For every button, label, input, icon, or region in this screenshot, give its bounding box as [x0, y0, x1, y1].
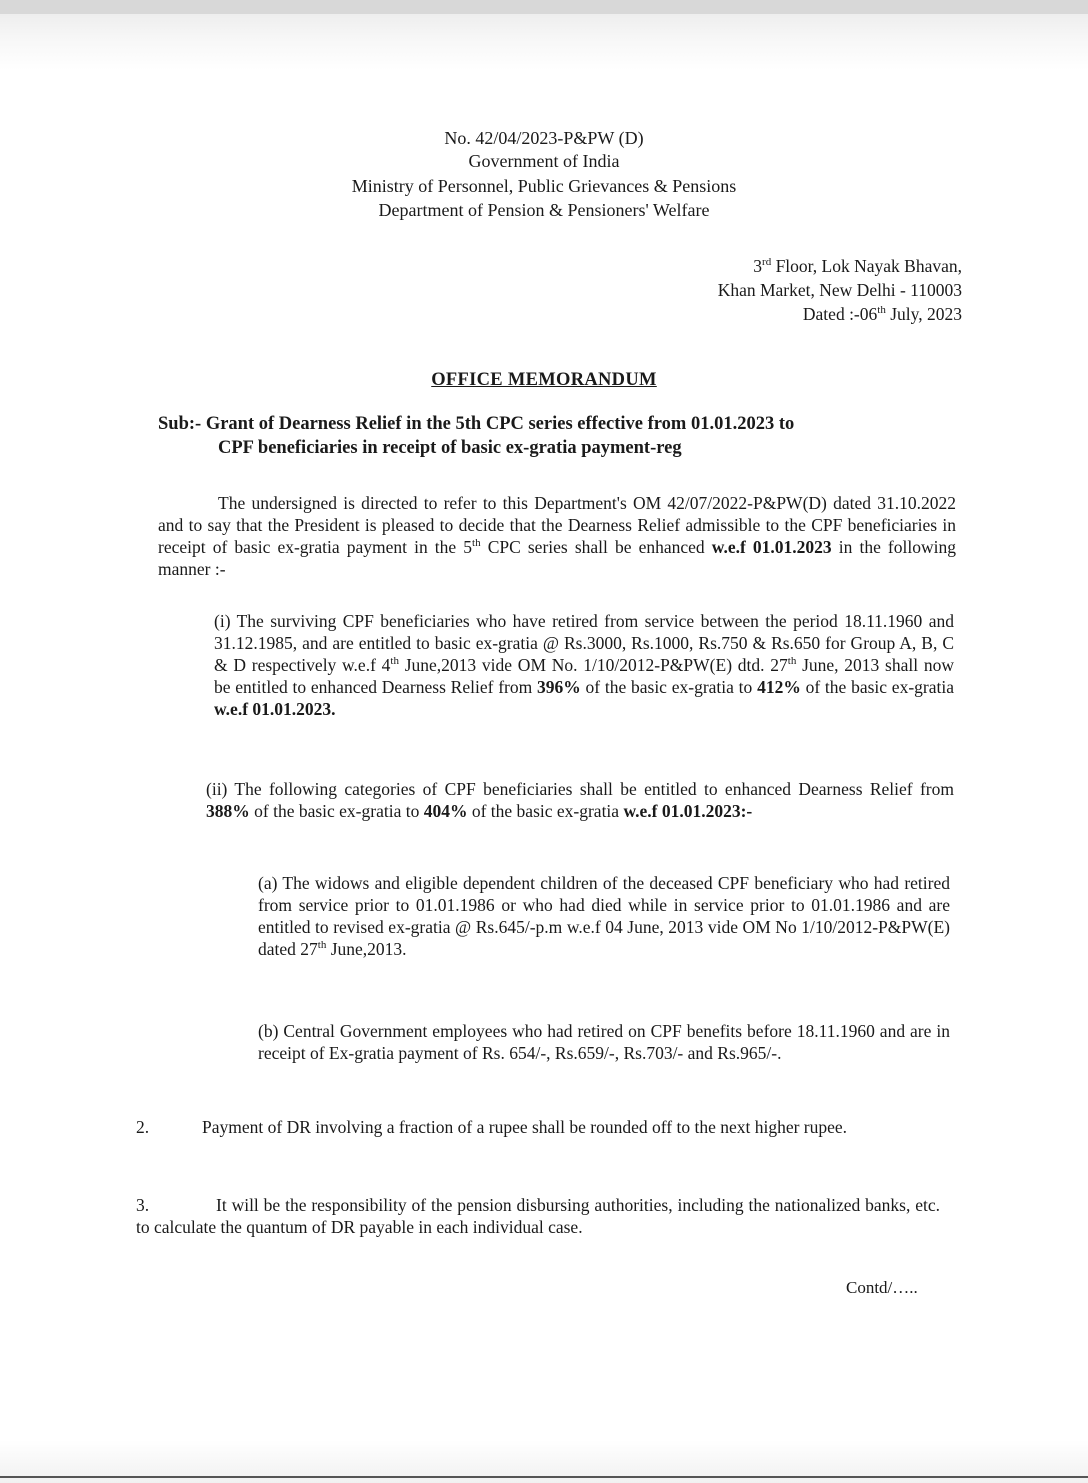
subject-line2: CPF beneficiaries in receipt of basic ex-gratia payment-reg: [218, 438, 682, 458]
item-ii: (ii) The following categories of CPF beneficiaries shall be entitled to enhanced Dearness Relief from 388% of the basic ex-gratia to 404% of the basic ex-gratia w.e.f 01.01.2023:-: [206, 779, 954, 821]
continued-note: Contd/…..: [846, 1278, 918, 1297]
para2-text: Payment of DR involving a fraction of a rupee shall be rounded off to the next higher rupee.: [202, 1117, 848, 1137]
para3-number: 3.: [136, 1195, 150, 1215]
item-a: (a) The widows and eligible dependent children of the deceased CPF beneficiary who had retired from service prior to 01.01.1986 or who had died while in service prior to 01.01.1986 and are entitled to revised ex-gratia @ Rs.645/-p.m w.e.f 04 June, 2013 vide OM No 1/10/2012-P&PW(E) dated 27th June,2013.: [258, 873, 950, 959]
subject: [158, 412, 958, 460]
item-i: (i) The surviving CPF beneficiaries who have retired from service between the period 18.11.1960 and 31.12.1985, and are entitled to basic ex-gratia @ Rs.3000, Rs.1000, Rs.750 & Rs.650 for Group A, B, C & D respectively w.e.f 4th June,2013 vide OM No. 1/10/2012-P&PW(E) dtd. 27th June, 2013 shall now be entitled to enhanced Dearness Relief from 396% of the basic ex-gratia to 412% of the basic ex-gratia w.e.f 01.01.2023.: [214, 611, 954, 719]
item-b: (b) Central Government employees who had retired on CPF benefits before 18.11.1960 and are in receipt of Ex-gratia payment of Rs. 654/-, Rs.659/-, Rs.703/- and Rs.965/-.: [258, 1021, 950, 1063]
scan-edge-top: [0, 0, 1088, 14]
subject-line1: Sub:- Grant of Dearness Relief in the 5th CPC series effective from 01.01.2023 to: [158, 414, 795, 434]
address-floor: 3rd Floor, Lok Nayak Bhavan,: [753, 256, 962, 276]
government-name: Government of India: [468, 151, 620, 171]
para3-text: It will be the responsibility of the pension disbursing authorities, including the nationalized banks, etc. to calculate the quantum of DR payable in each individual case.: [136, 1195, 940, 1237]
memo-date: Dated :-06th July, 2023: [802, 304, 962, 324]
scan-edge-bottom: [0, 1476, 1088, 1478]
ministry-name: Ministry of Personnel, Public Grievances & Pensions: [351, 176, 737, 196]
para2-number: 2.: [136, 1117, 150, 1137]
department-name: Department of Pension & Pensioners' Welfare: [378, 200, 710, 220]
address-line2: Khan Market, New Delhi - 110003: [717, 280, 962, 300]
memo-title: OFFICE MEMORANDUM: [431, 370, 657, 390]
file-number: No. 42/04/2023-P&PW (D): [444, 128, 644, 148]
intro-paragraph: The undersigned is directed to refer to this Department's OM 42/07/2022-P&PW(D) dated 31.10.2022 and to say that the President is pleased to decide that the Dearness Relief admissible to the CPF beneficiaries in receipt of basic ex-gratia payment in the 5th CPC series shall be enhanced w.e.f 01.01.2023 in the following manner :-: [158, 493, 956, 579]
